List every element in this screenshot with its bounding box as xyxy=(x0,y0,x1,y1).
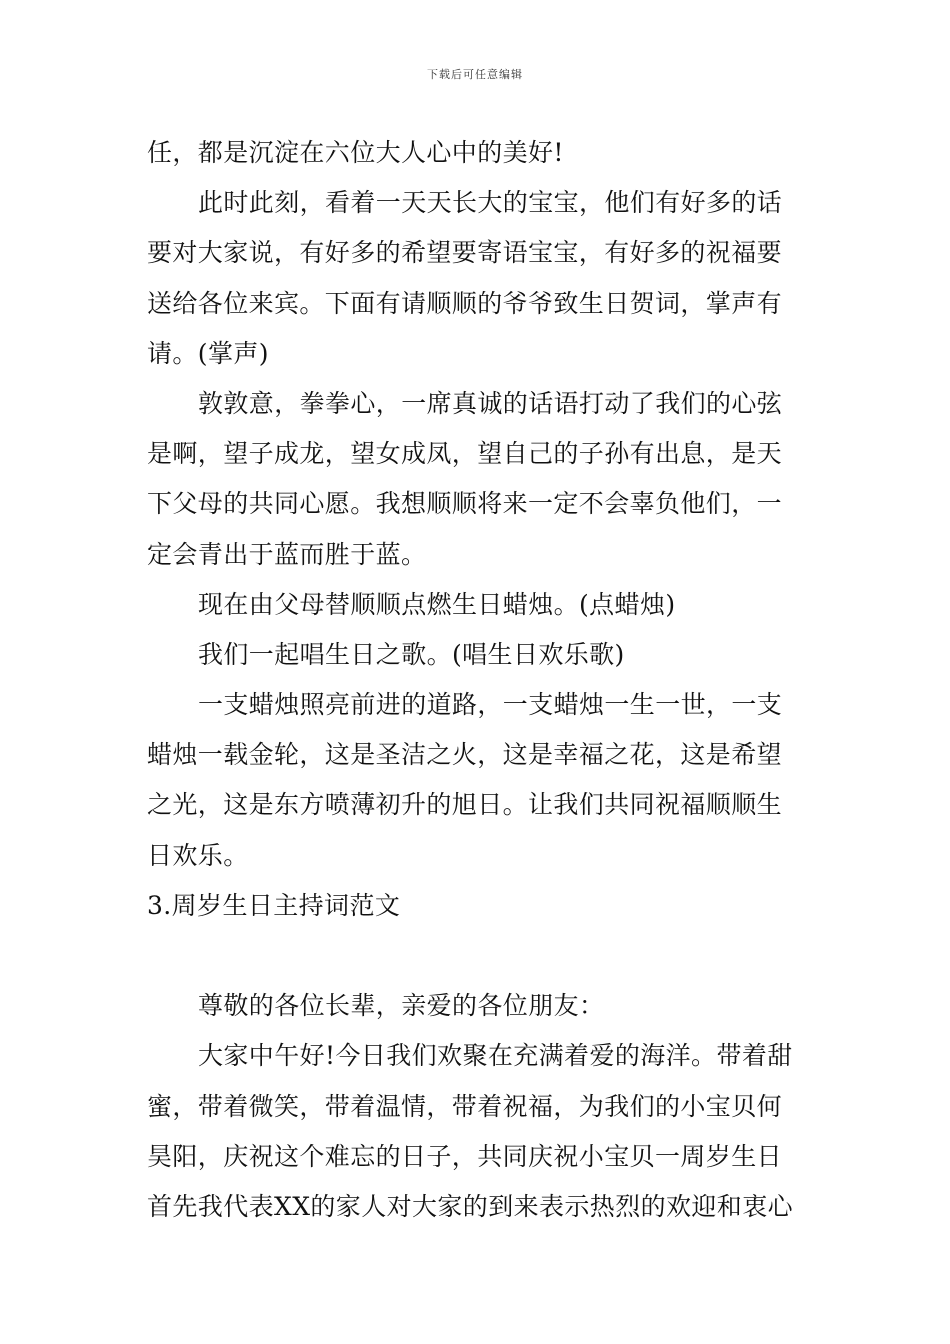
text-line: 尊敬的各位长辈，亲爱的各位朋友： xyxy=(198,991,605,1021)
text-line: 一支蜡烛照亮前进的道路，一支蜡烛一生一世，一支 xyxy=(198,690,783,720)
section-heading: 3.周岁生日主持词范文 xyxy=(147,890,401,920)
text-line: 蜜，带着微笑，带着温情，带着祝福，为我们的小宝贝何 xyxy=(147,1091,783,1121)
text-line: 蜡烛一载金轮，这是圣洁之火，这是幸福之花，这是希望 xyxy=(147,740,783,770)
text-line: 首先我代表XX的家人对大家的到来表示热烈的欢迎和衷心 xyxy=(147,1191,793,1221)
text-line: 我们一起唱生日之歌。(唱生日欢乐歌) xyxy=(198,639,625,669)
text-line: 日欢乐。 xyxy=(147,840,249,870)
header-note: 下载后可任意编辑 xyxy=(427,68,523,81)
text-line: 是啊，望子成龙，望女成凤，望自己的子孙有出息，是天 xyxy=(147,439,783,469)
text-line: 下父母的共同心愿。我想顺顺将来一定不会辜负他们，一 xyxy=(147,489,783,519)
blank-line xyxy=(147,931,807,981)
text-line: 定会青出于蓝而胜于蓝。 xyxy=(147,539,427,569)
text-line: 之光，这是东方喷薄初升的旭日。让我们共同祝福顺顺生 xyxy=(147,790,783,820)
text-line: 此时此刻，看着一天天长大的宝宝，他们有好多的话 xyxy=(198,188,783,218)
text-line: 请。(掌声) xyxy=(147,338,269,368)
text-line: 大家中午好!今日我们欢聚在充满着爱的海洋。带着甜 xyxy=(198,1041,793,1071)
text-line: 现在由父母替顺顺点燃生日蜡烛。(点蜡烛) xyxy=(198,589,676,619)
text-line: 任，都是沉淀在六位大人心中的美好! xyxy=(147,138,564,167)
text-line: 敦敦意，拳拳心，一席真诚的话语打动了我们的心弦 xyxy=(198,388,783,418)
text-line: 要对大家说，有好多的希望要寄语宝宝，有好多的祝福要 xyxy=(147,238,783,268)
document-body xyxy=(147,128,807,1232)
text-line: 昊阳，庆祝这个难忘的日子，共同庆祝小宝贝一周岁生日 xyxy=(147,1141,783,1171)
text-line: 送给各位来宾。下面有请顺顺的爷爷致生日贺词，掌声有 xyxy=(147,288,783,318)
